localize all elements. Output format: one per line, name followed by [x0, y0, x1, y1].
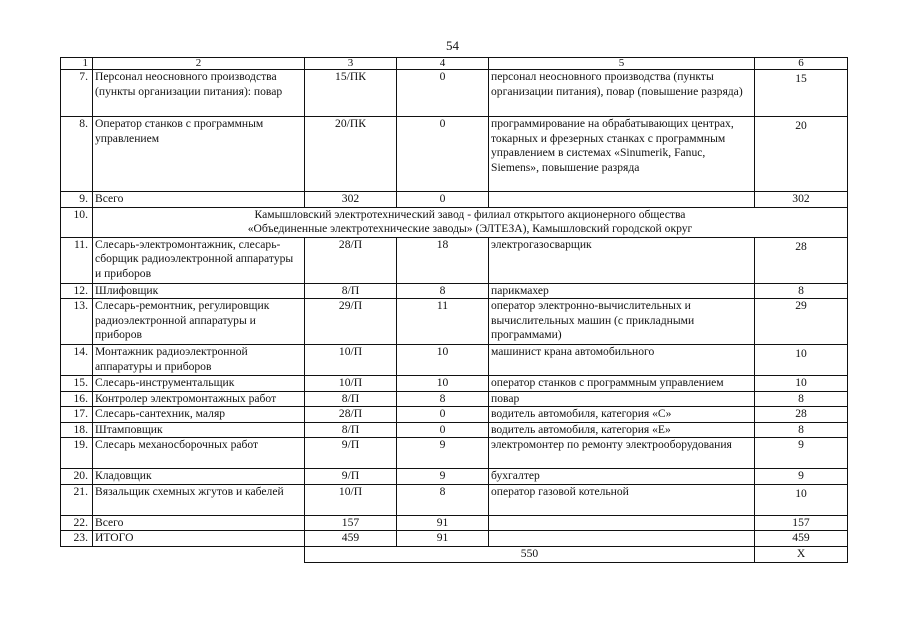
retraining-cell: водитель автомобиля, категория «С» — [489, 407, 755, 423]
count-cell: 9 — [397, 469, 489, 485]
quota-cell: 28/П — [305, 407, 397, 423]
retraining-cell: оператор электронно-вычислительных и вычислительных машин (с прикладными программами) — [489, 299, 755, 345]
profession-cell: Монтажник радиоэлектронной аппаратуры и приборов — [93, 345, 305, 376]
quota-cell: 29/П — [305, 299, 397, 345]
table-row — [61, 438, 848, 469]
table-header-row — [61, 58, 848, 70]
table-row — [61, 237, 848, 283]
table-row — [61, 283, 848, 299]
count-cell: 0 — [397, 192, 489, 208]
profession-cell: Слесарь механосборочных работ — [93, 438, 305, 469]
row-number: 11. — [61, 237, 93, 283]
profession-cell: Персонал неосновного производства (пункты организации питания): повар — [93, 70, 305, 117]
quota-cell: 10/П — [305, 345, 397, 376]
retraining-cell: электромонтер по ремонту электрооборудования — [489, 438, 755, 469]
retraining-cell: машинист крана автомобильного — [489, 345, 755, 376]
row-number: 10. — [61, 207, 93, 237]
total-cell: 8 — [755, 422, 848, 438]
profession-cell: Шлифовщик — [93, 283, 305, 299]
total-cell: 28 — [755, 237, 848, 283]
total-cell: 459 — [755, 531, 848, 547]
table-row — [61, 345, 848, 376]
count-cell: 91 — [397, 515, 489, 531]
row-number: 8. — [61, 117, 93, 192]
row-number: 7. — [61, 70, 93, 117]
total-cell: 8 — [755, 391, 848, 407]
column-header: 6 — [755, 58, 848, 70]
profession-cell: Слесарь-электромонтажник, слесарь-сборщик радиоэлектронной аппаратуры и приборов — [93, 237, 305, 283]
count-cell: 8 — [397, 283, 489, 299]
retraining-cell: бухгалтер — [489, 469, 755, 485]
total-cell: 20 — [755, 117, 848, 192]
count-cell: 0 — [397, 407, 489, 423]
total-cell: 9 — [755, 469, 848, 485]
count-cell: 0 — [397, 422, 489, 438]
profession-cell: ИТОГО — [93, 531, 305, 547]
count-cell: 8 — [397, 484, 489, 515]
retraining-cell: водитель автомобиля, категория «Е» — [489, 422, 755, 438]
row-number: 17. — [61, 407, 93, 423]
grand-sum-cell: 550 — [305, 546, 755, 562]
row-number: 23. — [61, 531, 93, 547]
table-row — [61, 192, 848, 208]
quota-cell: 8/П — [305, 391, 397, 407]
quota-cell: 9/П — [305, 438, 397, 469]
table-footer-row — [61, 546, 848, 562]
table-row — [61, 207, 848, 237]
profession-cell: Слесарь-сантехник, маляр — [93, 407, 305, 423]
count-cell: 11 — [397, 299, 489, 345]
table-row — [61, 531, 848, 547]
column-header: 1 — [61, 58, 93, 70]
retraining-cell: персонал неосновного производства (пункты организации питания), повар (повышение разряда) — [489, 70, 755, 117]
row-number: 21. — [61, 484, 93, 515]
total-cell: 157 — [755, 515, 848, 531]
organization-heading-line2: «Объединенные электротехнические заводы» (ЭЛТЕЗА), Камышловский городской округ — [247, 222, 693, 235]
table-row — [61, 376, 848, 392]
table-row — [61, 484, 848, 515]
table-row — [61, 469, 848, 485]
total-cell: 28 — [755, 407, 848, 423]
row-number: 18. — [61, 422, 93, 438]
table-row — [61, 391, 848, 407]
table-row — [61, 299, 848, 345]
retraining-cell: оператор газовой котельной — [489, 484, 755, 515]
quota-cell: 8/П — [305, 422, 397, 438]
count-cell: 91 — [397, 531, 489, 547]
organization-heading-line1: Камышловский электротехнический завод - филиал открытого акционерного общества — [254, 207, 686, 221]
quota-cell: 157 — [305, 515, 397, 531]
total-cell: 10 — [755, 376, 848, 392]
quota-cell: 302 — [305, 192, 397, 208]
quota-cell: 15/ПК — [305, 70, 397, 117]
profession-cell: Оператор станков с программным управлением — [93, 117, 305, 192]
total-cell: 15 — [755, 70, 848, 117]
profession-cell: Всего — [93, 192, 305, 208]
profession-cell: Штамповщик — [93, 422, 305, 438]
quota-cell: 10/П — [305, 484, 397, 515]
total-cell: 302 — [755, 192, 848, 208]
page-number: 54 — [446, 38, 459, 53]
retraining-cell: парикмахер — [489, 283, 755, 299]
count-cell: 9 — [397, 438, 489, 469]
grand-sum-mark: X — [755, 546, 848, 562]
profession-cell: Кладовщик — [93, 469, 305, 485]
table-row — [61, 70, 848, 117]
organization-heading — [93, 207, 848, 237]
count-cell: 0 — [397, 117, 489, 192]
profession-cell: Всего — [93, 515, 305, 531]
row-number: 12. — [61, 283, 93, 299]
retraining-cell: программирование на обрабатывающих центрах, токарных и фрезерных станках с программным управлением в системах «Sinumerik, Fanuc, Siemens», повышение разряда — [489, 117, 755, 192]
row-number: 20. — [61, 469, 93, 485]
quota-cell: 459 — [305, 531, 397, 547]
total-cell: 9 — [755, 438, 848, 469]
column-header: 3 — [305, 58, 397, 70]
count-cell: 0 — [397, 70, 489, 117]
quota-cell: 8/П — [305, 283, 397, 299]
table-row — [61, 117, 848, 192]
profession-cell: Слесарь-ремонтник, регулировщик радиоэлектронной аппаратуры и приборов — [93, 299, 305, 345]
total-cell: 29 — [755, 299, 848, 345]
count-cell: 10 — [397, 376, 489, 392]
count-cell: 18 — [397, 237, 489, 283]
row-number: 19. — [61, 438, 93, 469]
quota-cell: 10/П — [305, 376, 397, 392]
table-row — [61, 407, 848, 423]
row-number: 9. — [61, 192, 93, 208]
retraining-cell: электрогазосварщик — [489, 237, 755, 283]
profession-cell: Контролер электромонтажных работ — [93, 391, 305, 407]
profession-cell: Вязальщик схемных жгутов и кабелей — [93, 484, 305, 515]
row-number: 14. — [61, 345, 93, 376]
training-table — [60, 57, 848, 563]
profession-cell: Слесарь-инструментальщик — [93, 376, 305, 392]
column-header: 4 — [397, 58, 489, 70]
quota-cell: 28/П — [305, 237, 397, 283]
total-cell: 10 — [755, 484, 848, 515]
total-cell: 8 — [755, 283, 848, 299]
count-cell: 8 — [397, 391, 489, 407]
count-cell: 10 — [397, 345, 489, 376]
row-number: 15. — [61, 376, 93, 392]
retraining-cell: оператор станков с программным управлением — [489, 376, 755, 392]
table-row — [61, 515, 848, 531]
row-number: 22. — [61, 515, 93, 531]
column-header: 5 — [489, 58, 755, 70]
row-number: 13. — [61, 299, 93, 345]
retraining-cell — [489, 192, 755, 208]
column-header: 2 — [93, 58, 305, 70]
table-row — [61, 422, 848, 438]
retraining-cell: повар — [489, 391, 755, 407]
quota-cell: 9/П — [305, 469, 397, 485]
retraining-cell — [489, 531, 755, 547]
retraining-cell — [489, 515, 755, 531]
total-cell: 10 — [755, 345, 848, 376]
quota-cell: 20/ПК — [305, 117, 397, 192]
row-number: 16. — [61, 391, 93, 407]
